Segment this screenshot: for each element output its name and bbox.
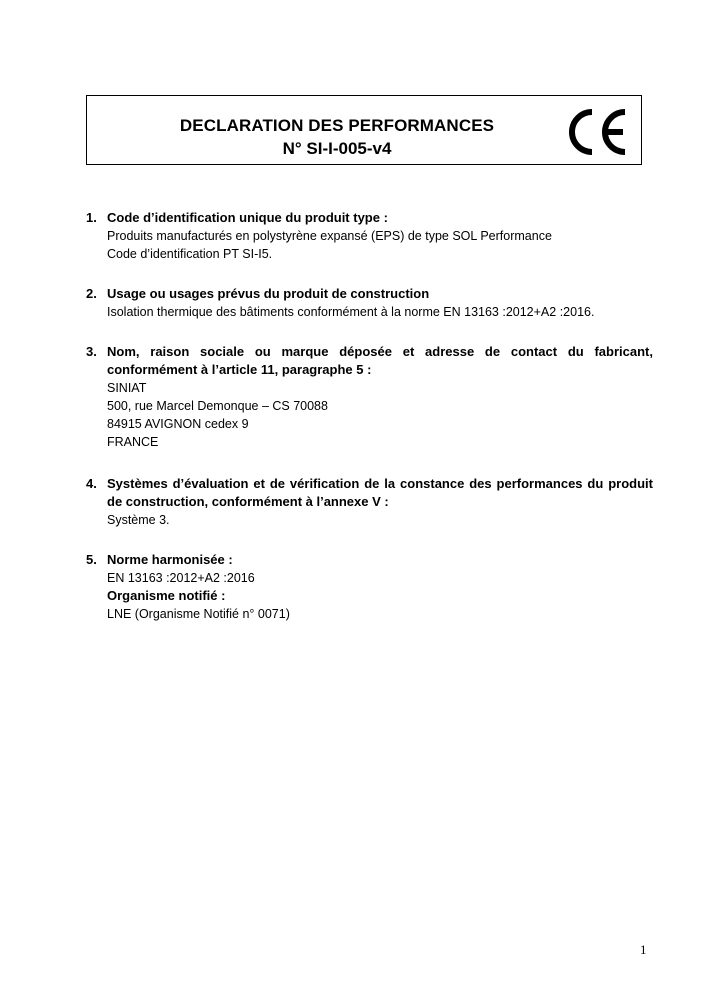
section-number: 1. — [86, 210, 97, 225]
document-number: N° SI-I-005-v4 — [282, 139, 392, 158]
section-title: Nom, raison sociale ou marque déposée et adresse de contact du fabricant, conformément à l’article 11, paragraphe 5 : — [107, 344, 653, 377]
manufacturer-name: SINIAT — [107, 381, 147, 395]
section-number: 2. — [86, 286, 97, 301]
notified-body: LNE (Organisme Notifié n° 0071) — [107, 607, 290, 621]
section-line: Code d’identification PT SI-I5. — [107, 247, 273, 261]
section-number: 3. — [86, 344, 97, 359]
manufacturer-city: 84915 AVIGNON cedex 9 — [107, 417, 249, 431]
document-title: DECLARATION DES PERFORMANCES — [179, 116, 495, 135]
section-line: Isolation thermique des bâtiments conformément à la norme EN 13163 :2012+A2 :2016. — [107, 305, 595, 319]
section-1 — [0, 209, 707, 263]
section-line: Produits manufacturés en polystyrène expansé (EPS) de type SOL Performance — [107, 229, 552, 243]
section-3 — [0, 343, 707, 451]
section-number: 5. — [86, 552, 97, 567]
manufacturer-country: FRANCE — [107, 435, 159, 449]
ce-mark-logo — [559, 106, 631, 158]
section-title: Norme harmonisée : — [107, 552, 233, 567]
section-2 — [0, 285, 707, 321]
header-box — [86, 95, 642, 165]
section-title: Usage ou usages prévus du produit de construction — [107, 286, 430, 301]
sections-list — [0, 209, 707, 645]
manufacturer-street: 500, rue Marcel Demonque – CS 70088 — [107, 399, 328, 413]
section-title: Systèmes d’évaluation et de vérification de la constance des performances du produit de construction, conformément à l’annexe V : — [107, 476, 653, 509]
page-number: 1 — [640, 942, 647, 957]
section-4 — [0, 475, 707, 529]
section-number: 4. — [86, 476, 97, 491]
harmonized-standard: EN 13163 :2012+A2 :2016 — [107, 571, 255, 585]
section-5 — [0, 551, 707, 623]
section-title: Code d’identification unique du produit type : — [107, 210, 388, 225]
section-line: Système 3. — [107, 513, 170, 527]
section-subtitle: Organisme notifié : — [107, 588, 226, 603]
